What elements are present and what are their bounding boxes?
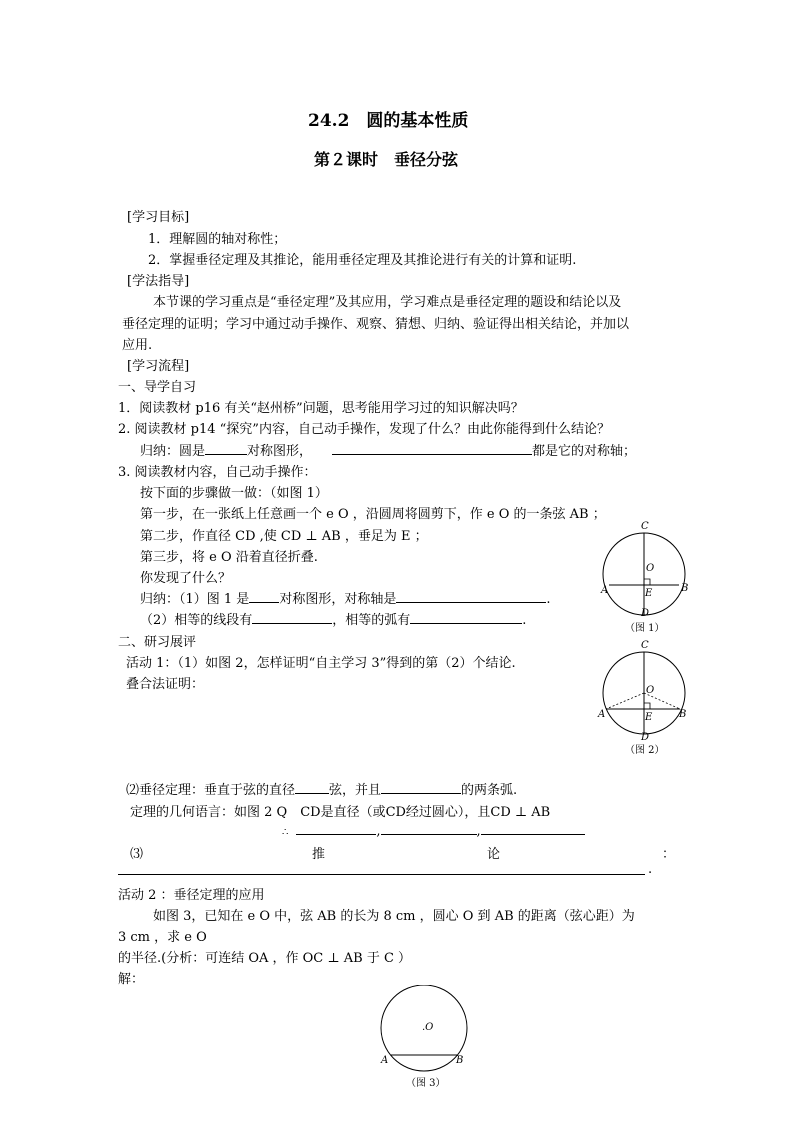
summary-2-a: （2）相等的线段有 [140, 613, 253, 628]
q2-summary [140, 440, 636, 459]
fig1-label-b: B [681, 583, 689, 594]
fig1-label-a: A [601, 585, 609, 596]
q2-summary-c: 都是它的对称轴； [532, 444, 637, 459]
page-subtitle: 第２课时 垂径分弦 [314, 150, 459, 169]
summary-2 [140, 609, 526, 628]
blank[interactable] [381, 781, 461, 794]
figure-3-drawing [370, 985, 480, 1090]
step-2: 第二步，作直径 CD ,使 CD ⊥ AB ，垂足为 E ； [140, 529, 428, 544]
corollary-colon: ： [662, 847, 676, 862]
fig2-label-d: D [641, 732, 650, 743]
therefore-line: ∴ , , [282, 822, 585, 839]
part1-heading: 一、导学自习 [118, 380, 197, 395]
blank[interactable] [249, 590, 279, 603]
found-question: 你发现了什么？ [140, 571, 232, 586]
question-2: 2. 阅读教材 p14 “探究”内容，自己动手操作，发现了什么？由此你能得到什么结论？ [118, 422, 610, 437]
flow-header: [学习流程] [127, 359, 190, 374]
activity-1: 活动 1：（1）如图 2，怎样证明“自主学习 3”得到的第（2）个结论. [126, 656, 516, 671]
fig3-label-o: .O [422, 1022, 434, 1033]
question-1: 1．阅读教材 p16 有关“赵州桥”问题，思考能用学习过的知识解决吗？ [118, 401, 524, 416]
fig3-label-b: B [456, 1055, 464, 1066]
q2-summary-a: 归纳：圆是 [140, 444, 206, 459]
overlap-proof-label: 叠合法证明： [126, 677, 205, 692]
fig2-caption: （图 2） [625, 745, 665, 756]
fig2-label-a: A [598, 709, 606, 720]
figure-2-drawing [592, 636, 702, 761]
corollary-number: ⑶ [130, 847, 144, 862]
q2-summary-b: 对称图形， [247, 444, 313, 459]
summary-1-c: . [546, 592, 551, 607]
fig1-caption: （图 1） [625, 623, 665, 634]
blank[interactable] [381, 822, 477, 835]
blank[interactable] [481, 822, 585, 835]
fig2-label-b: B [679, 709, 687, 720]
fig3-caption: （图 3） [406, 1078, 446, 1089]
theorem-a: ⑵垂径定理：垂直于弦的直径 [126, 783, 296, 798]
goal-item-2: 2．掌握垂径定理及其推论，能用垂径定理及其推论进行有关的计算和证明. [148, 253, 577, 268]
summary-1-b: 对称图形，对称轴是 [279, 592, 397, 607]
summary-2-b: ，相等的弧有 [332, 613, 411, 628]
fig2-label-o: O [646, 685, 655, 696]
theorem-line [126, 779, 517, 798]
corollary-char-1: 推 [312, 847, 326, 862]
blank[interactable] [410, 611, 522, 624]
activity-2: 活动 2 ：垂径定理的应用 [118, 888, 265, 903]
fig1-label-o: O [646, 563, 655, 574]
theorem-b: 弦，并且 [329, 783, 382, 798]
blank[interactable] [332, 442, 532, 455]
figure-2 [592, 636, 702, 761]
fig1-label-d: D [641, 608, 650, 619]
blank[interactable] [295, 781, 329, 794]
period: . [648, 862, 653, 877]
blank[interactable] [252, 611, 332, 624]
blank[interactable] [205, 442, 247, 455]
example-line-1: 如图 3，已知在 e O 中，弦 AB 的长为 8 cm ，圆心 O 到 AB 的距离（弦心距）为 [153, 909, 635, 924]
goals-header: [学习目标] [127, 210, 190, 225]
corollary-blank-line[interactable] [118, 874, 645, 875]
corollary-char-2: 论 [487, 847, 501, 862]
page-title: 24.2 圆的基本性质 [308, 111, 469, 131]
theorem-c: 的两条弧. [461, 783, 518, 798]
fig1-label-c: C [641, 521, 649, 532]
summary-1-a: 归纳：（1）图 1 是 [140, 592, 250, 607]
method-line-3: 应用. [122, 338, 153, 353]
method-line-1: 本节课的学习重点是“垂径定理”及其应用，学习难点是垂径定理的题设和结论以及 [153, 295, 622, 310]
step-3: 第三步，将 e O 沿着直径折叠. [140, 550, 318, 565]
solution-label: 解： [118, 972, 145, 987]
step-1: 第一步，在一张纸上任意画一个 e O ，沿圆周将圆剪下，作 e O 的一条弦 AB ； [140, 507, 606, 522]
blank[interactable] [296, 822, 376, 835]
part2-heading: 二、研习展评 [118, 635, 197, 650]
geometric-language: 定理的几何语言：如图 2 Q CD是直径（或CD经过圆心），且CD ⊥ AB [130, 805, 551, 820]
figure-3 [370, 985, 480, 1090]
example-line-2: 3 cm ，求 e O [118, 930, 207, 945]
fig2-label-c: C [641, 640, 649, 651]
figure-1-drawing [592, 516, 702, 641]
fig3-label-a: A [381, 1055, 389, 1066]
fig2-label-e: E [645, 712, 653, 723]
method-line-2: 垂径定理的证明；学习中通过动手操作、观察、猜想、归纳、验证得出相关结论，并加以 [122, 317, 630, 332]
fig1-label-e: E [645, 588, 653, 599]
method-header: [学法指导] [127, 274, 190, 289]
summary-1 [140, 588, 550, 607]
question-3: 3. 阅读教材内容，自己动手操作： [118, 465, 317, 480]
goal-item-1: 1．理解圆的轴对称性； [148, 232, 287, 247]
therefore-symbol: ∴ [282, 827, 289, 838]
figure-1 [592, 516, 702, 641]
example-line-3: 的半径.(分析：可连结 OA ，作 OC ⊥ AB 于 C ） [118, 951, 412, 966]
q3-intro: 按下面的步骤做一做：（如图 1） [140, 486, 328, 501]
blank[interactable] [396, 590, 546, 603]
summary-2-c: . [522, 613, 527, 628]
